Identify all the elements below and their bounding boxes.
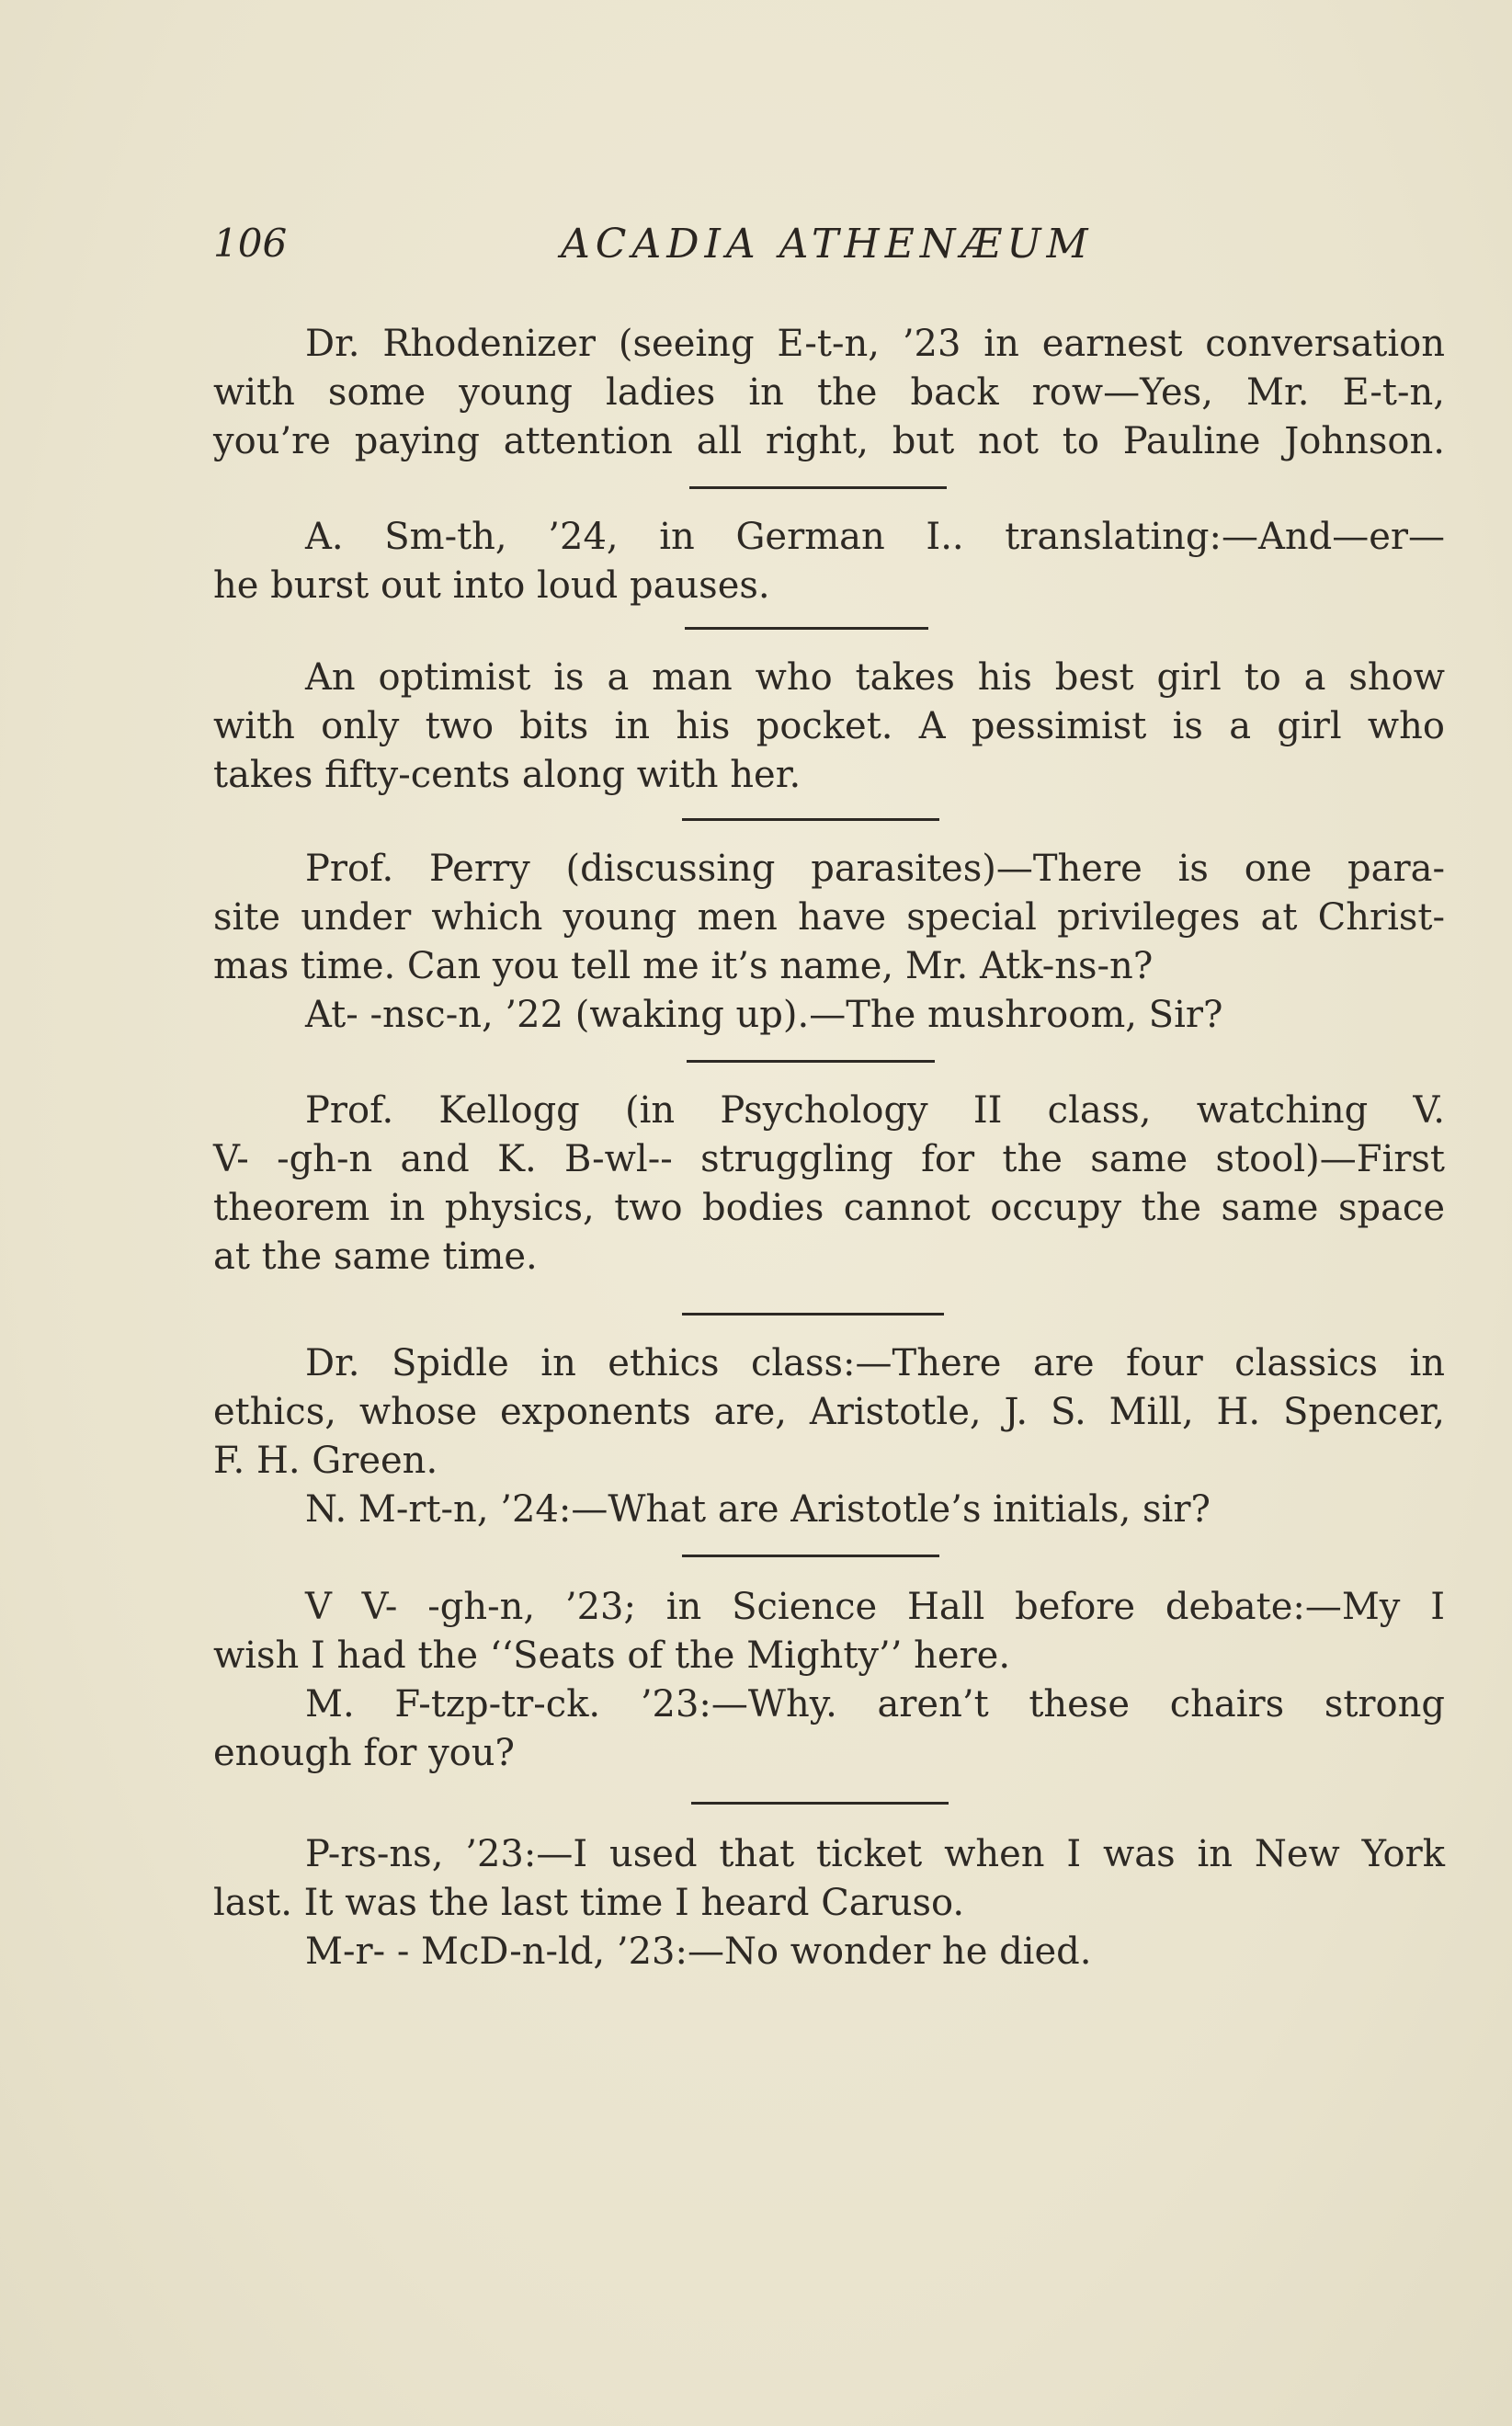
text-line: M-r- - McD-n-ld, ’23:—No wonder he died. xyxy=(305,1931,1092,1973)
text-line: theorem in physics, two bodies cannot occupy the same space xyxy=(213,1187,1445,1229)
text-line: takes fifty-cents along with her. xyxy=(213,754,801,796)
text-line: ethics, whose exponents are, Aristotle, J. S. Mill, H. Spencer, xyxy=(213,1391,1445,1433)
running-title: ACADIA ATHENÆUM xyxy=(561,221,1094,268)
entry-kellogg xyxy=(213,1087,1445,1281)
separator-rule xyxy=(682,1555,939,1557)
separator-rule xyxy=(682,1313,944,1316)
text-line: at the same time. xyxy=(213,1236,538,1278)
separator-rule xyxy=(682,818,939,821)
page-header xyxy=(213,221,1445,285)
text-line: P-rs-ns, ’23:—I used that ticket when I was in New York xyxy=(305,1833,1445,1875)
text-line: N. M-rt-n, ’24:—What are Aristotle’s initials, sir? xyxy=(305,1488,1211,1531)
entry-science-hall xyxy=(213,1583,1445,1778)
separator-rule xyxy=(691,1802,949,1805)
text-line: last. It was the last time I heard Caruso. xyxy=(213,1882,965,1924)
text-line: mas time. Can you tell me it’s name, Mr. Atk-ns-n? xyxy=(213,945,1154,987)
separator-rule xyxy=(685,627,928,630)
entry-caruso xyxy=(213,1830,1445,1976)
jokes-column xyxy=(213,320,1445,1976)
text-line: At- -nsc-n, ’22 (waking up).—The mushroom, Sir? xyxy=(305,994,1223,1036)
text-line: he burst out into loud pauses. xyxy=(213,564,770,607)
text-line: A. Sm-th, ’24, in German I.. translating:—And—er— xyxy=(305,516,1445,558)
text-line: Prof. Kellogg (in Psychology II class, watching V. xyxy=(305,1089,1445,1132)
entry-perry xyxy=(213,845,1445,1040)
page-number: 106 xyxy=(213,221,288,266)
text-line: Prof. Perry (discussing parasites)—There is one para- xyxy=(305,848,1445,890)
entry-optimist xyxy=(213,654,1445,800)
separator-rule xyxy=(689,486,947,489)
text-line: wish I had the ‘‘Seats of the Mighty’’ here. xyxy=(213,1634,1011,1677)
entry-rhodenizer xyxy=(213,320,1445,466)
entry-spidle xyxy=(213,1339,1445,1534)
text-line: Dr. Rhodenizer (seeing E-t-n, ’23 in earnest conversation xyxy=(305,323,1445,365)
entry-german-class xyxy=(213,513,1445,610)
text-line: with some young ladies in the back row—Yes, Mr. E-t-n, xyxy=(213,371,1445,414)
text-line: with only two bits in his pocket. A pessimist is a girl who xyxy=(213,705,1445,747)
text-line: M. F-tzp-tr-ck. ’23:—Why. aren’t these chairs strong xyxy=(305,1683,1445,1726)
text-line: enough for you? xyxy=(213,1732,515,1774)
text-line: site under which young men have special privileges at Christ- xyxy=(213,896,1445,939)
text-line: V V- -gh-n, ’23; in Science Hall before debate:—My I xyxy=(305,1586,1445,1628)
text-line: Dr. Spidle in ethics class:—There are four classics in xyxy=(305,1342,1445,1384)
text-line: you’re paying attention all right, but not to Pauline Johnson. xyxy=(213,420,1445,462)
text-line: V- -gh-n and K. B-wl-- struggling for the same stool)—First xyxy=(213,1138,1445,1180)
separator-rule xyxy=(687,1060,935,1063)
text-line: F. H. Green. xyxy=(213,1440,438,1482)
text-line: An optimist is a man who takes his best girl to a show xyxy=(305,656,1445,699)
